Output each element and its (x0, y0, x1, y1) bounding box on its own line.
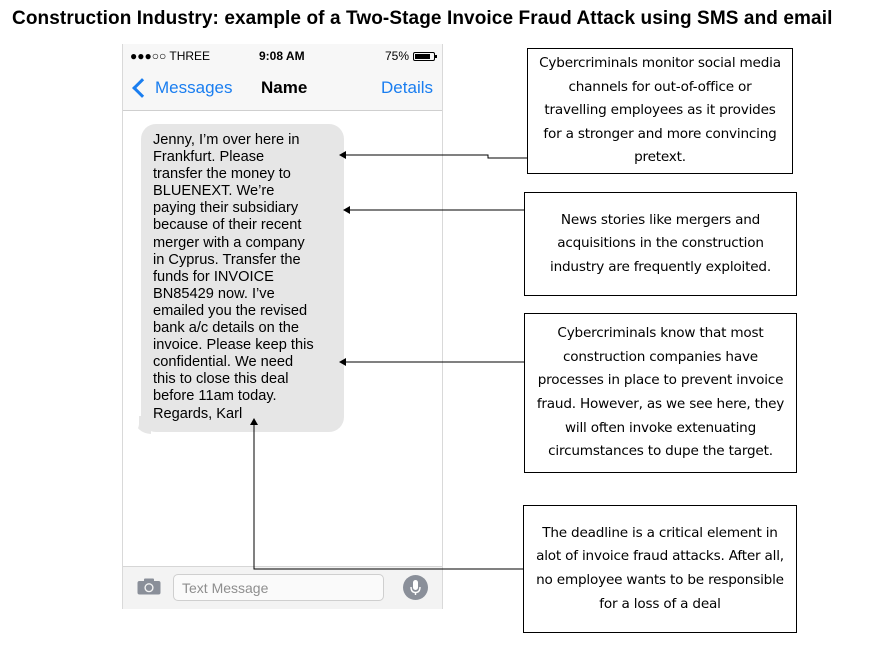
message-line: transfer the money to (153, 166, 291, 183)
details-button[interactable]: Details (381, 78, 433, 97)
text-message-input[interactable] (173, 574, 384, 601)
callout-text (539, 52, 781, 170)
message-line: merger with a company (153, 234, 305, 251)
clock-label: 9:08 AM (259, 49, 305, 63)
callout-news-stories (524, 192, 797, 296)
callout-line: acquisitions in the construction (557, 235, 764, 252)
message-line: because of their recent (153, 217, 302, 234)
callout-line: travelling employees as it provides (544, 102, 776, 119)
callout-line: industry are frequently exploited. (550, 258, 771, 275)
callout-extenuating-circumstances (524, 313, 797, 473)
callout-line: for a stronger and more convincing (543, 125, 777, 142)
battery-status (385, 49, 435, 63)
message-line: confidential. We need (153, 354, 294, 371)
conversation-title: Name (261, 78, 308, 97)
message-line: funds for INVOICE (153, 268, 274, 285)
message-line: Regards, Karl (153, 405, 243, 422)
battery-icon (413, 52, 435, 61)
message-line: Jenny, I’m over here in (153, 132, 300, 148)
microphone-button[interactable] (403, 575, 428, 600)
callout-line: Cybercriminals monitor social media (539, 55, 781, 72)
callout-line: fraud. However, as we see here, they (536, 396, 785, 412)
callout-text (536, 522, 784, 616)
message-line: Frankfurt. Please (153, 149, 265, 166)
bubble-tail-mask (127, 410, 139, 434)
callout-line: News stories like mergers and (560, 211, 761, 228)
battery-percent: 75% (384, 49, 409, 63)
callout-line: construction companies have (563, 348, 758, 365)
message-bubble (141, 124, 344, 432)
phone-screen (122, 44, 443, 609)
callout-line: The deadline is a critical element in (542, 524, 778, 541)
callout-social-media (527, 48, 793, 174)
callout-text (550, 209, 771, 280)
message-line: BN85429 now. I’ve (153, 285, 275, 302)
message-line: BLUENEXT. We’re (153, 183, 275, 200)
page-title: Construction Industry: example of a Two-Stage Invoice Fraud Attack using SMS and email (12, 8, 833, 29)
callout-line: will often invoke extenuating (564, 419, 757, 436)
message-line: bank a/c details on the (153, 320, 300, 337)
message-line: this to close this deal (153, 371, 289, 388)
callout-line: alot of invoice fraud attacks. After all, (536, 548, 784, 565)
message-line: invoice. Please keep this (153, 337, 314, 354)
message-line: in Cyprus. Transfer the (153, 251, 301, 268)
back-label: Messages (155, 78, 233, 97)
callout-line: for a loss of a deal (599, 595, 721, 612)
carrier-label: ●●●○○ THREE (130, 49, 211, 63)
microphone-icon (403, 575, 428, 600)
message-line: emailed you the revised (153, 302, 308, 319)
back-button[interactable] (131, 78, 232, 98)
chevron-left-icon (132, 78, 152, 98)
compose-bar (123, 566, 442, 609)
callout-deadline (523, 505, 797, 633)
callout-line: no employee wants to be responsible (536, 572, 784, 588)
callout-line: Cybercriminals know that most (557, 325, 764, 342)
callout-line: pretext. (634, 149, 686, 166)
message-line: paying their subsidiary (153, 200, 299, 217)
callout-line: processes in place to prevent invoice (537, 372, 784, 389)
callout-text (537, 322, 784, 464)
camera-icon[interactable] (137, 578, 161, 595)
nav-bar (123, 68, 442, 111)
status-bar (123, 44, 442, 68)
callout-line: circumstances to dupe the target. (548, 443, 773, 460)
callout-line: channels for out-of-office or (568, 78, 752, 95)
message-line: before 11am today. (153, 388, 277, 405)
